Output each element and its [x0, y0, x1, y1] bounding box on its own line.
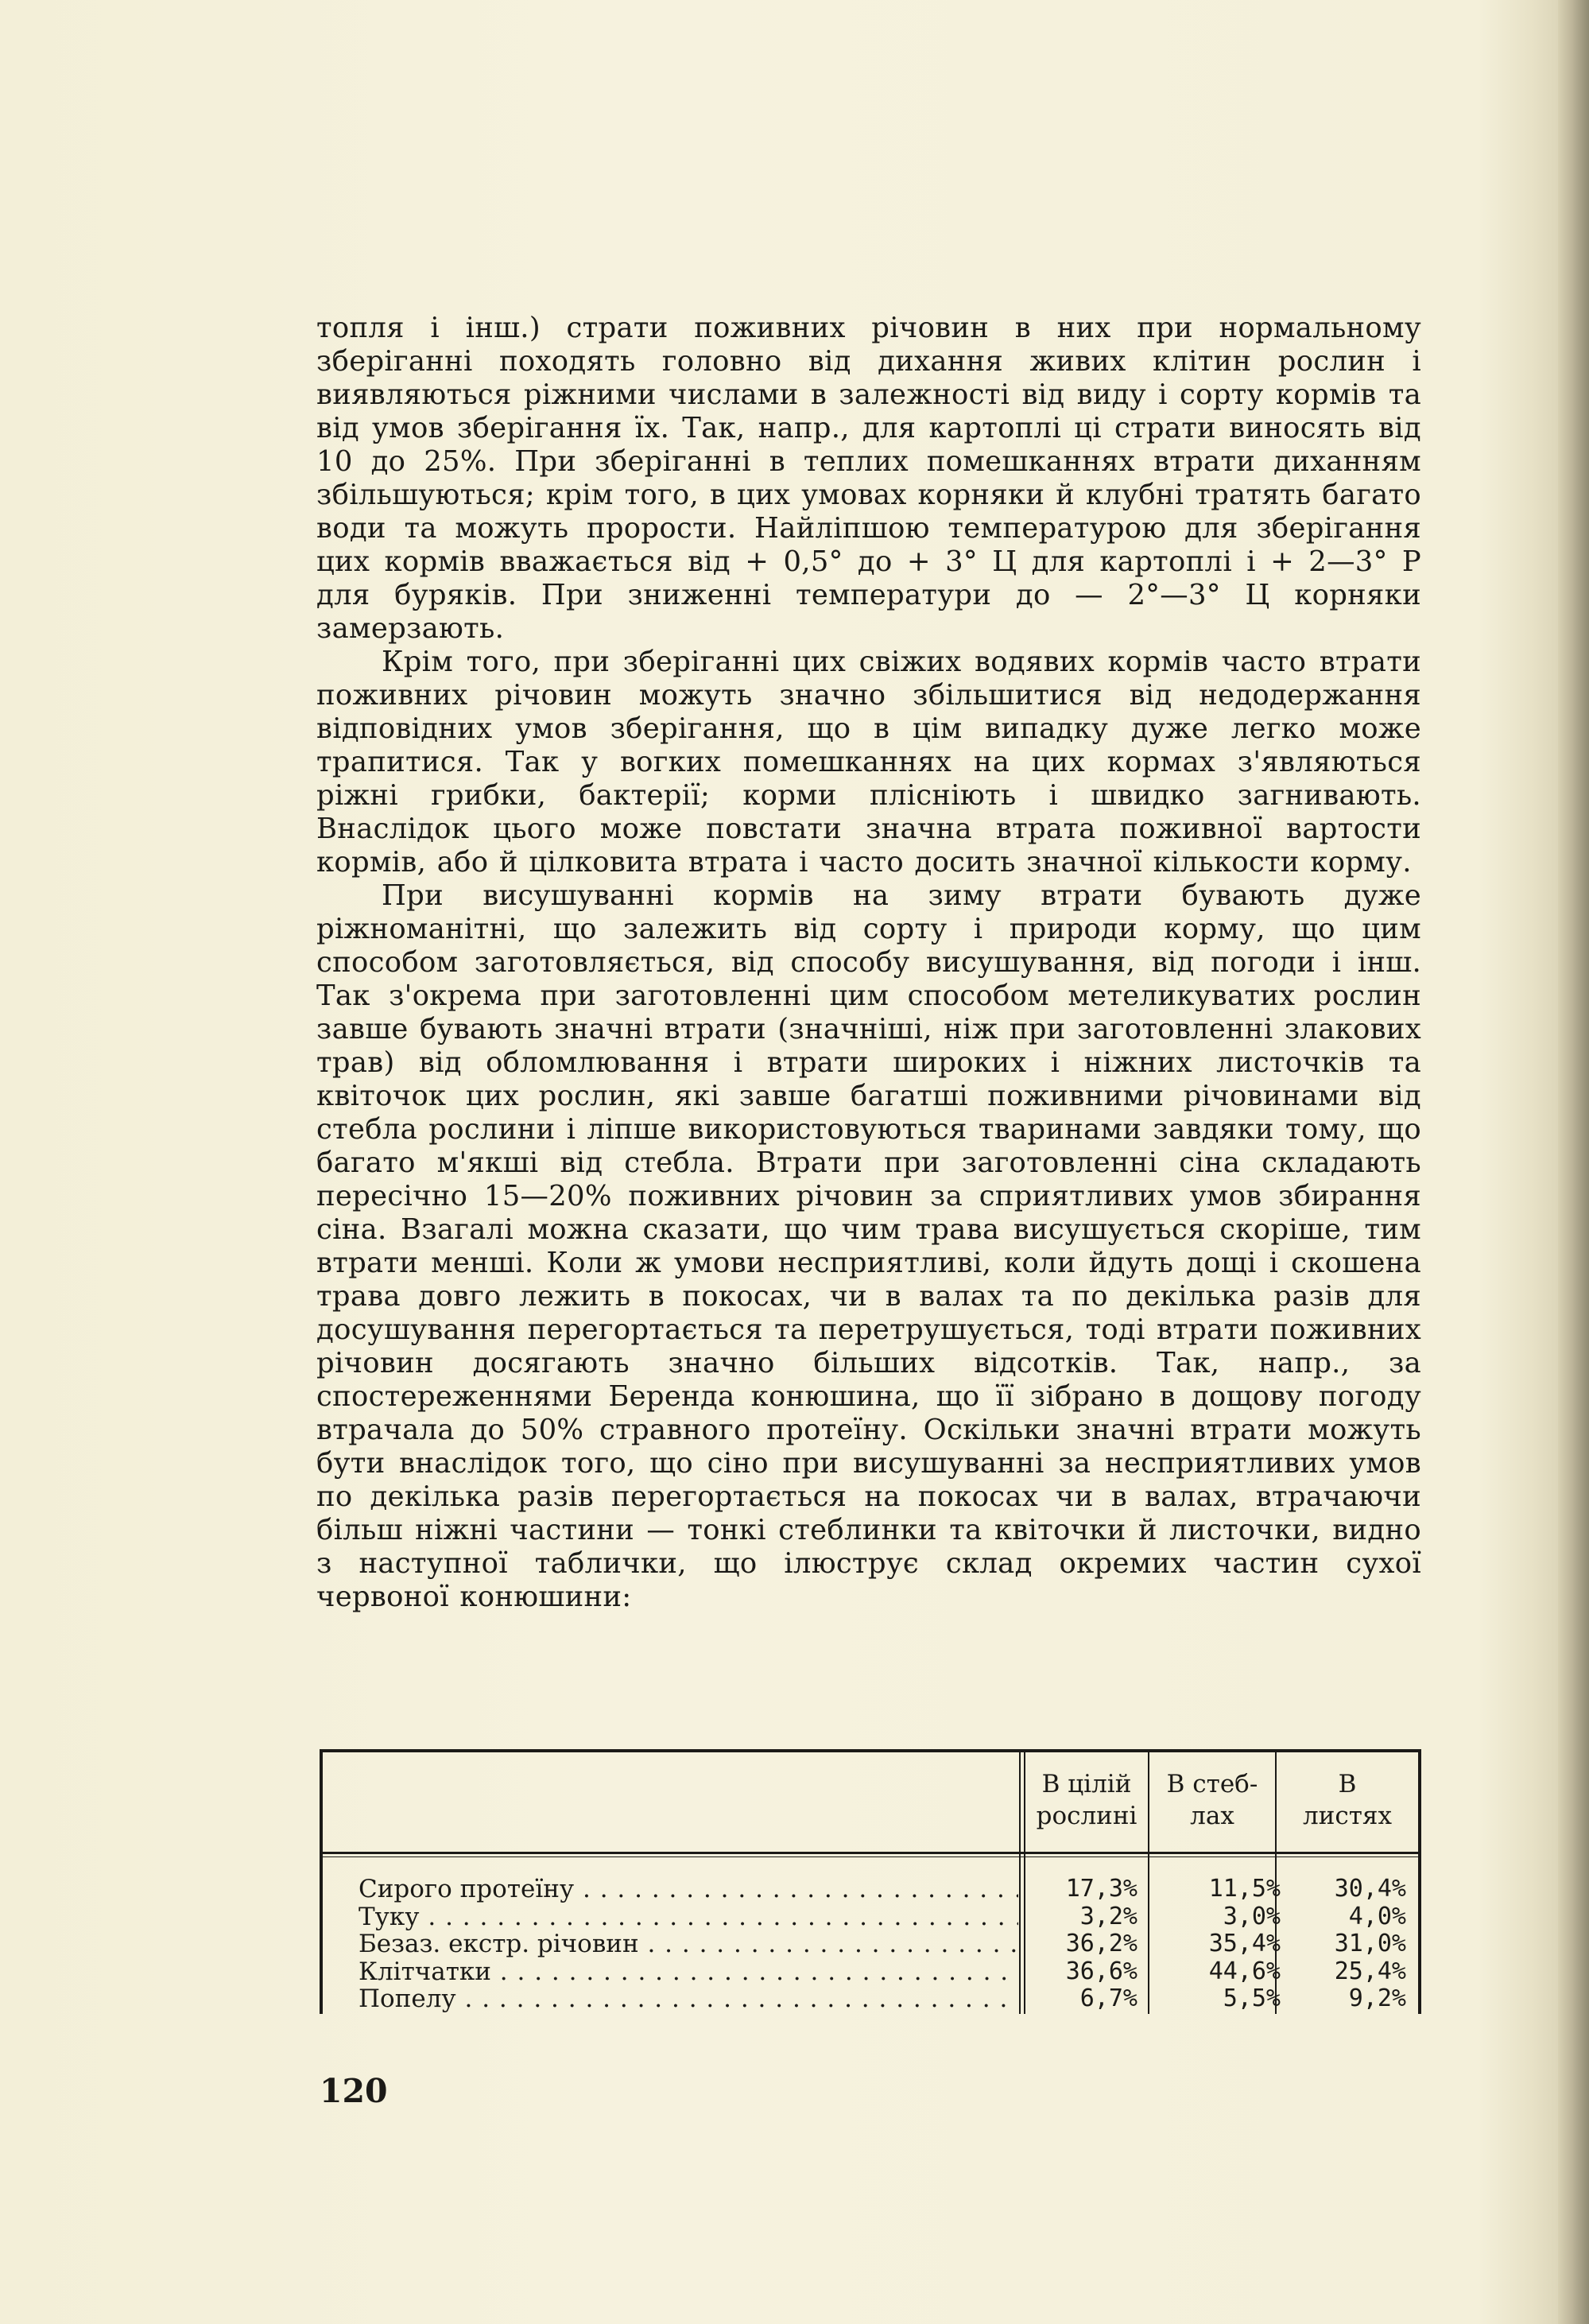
cell-stems: 11,5% — [1208, 1875, 1281, 1903]
cell-stems: 5,5% — [1223, 1985, 1281, 2012]
header-leaves: В листях — [1303, 1770, 1392, 1830]
paragraph-1: топля і інш.) страти поживних річовин в них при нормальному зберіганні походять головно від дихання живих клітин рослин і виявляються ріжними числами в залежності від виду і сорту кормів та від умов зберігання їх. Так, напр., для картоплі ці страти виносять від 10 до 25%. При зберіганні в теплих помешканнях втрати диханням збільшуються; крім того, в цих умовах корняки й клубні тратять багато води та можуть прорости. Найліпшою температурою для зберігання цих кормів вважається від + 0,5° до + 3° Ц для картоплі і + 2—3° Р для буряків. При зниженні температури до — 2°—3° Ц корняки замерзають. — [316, 312, 1421, 645]
cell-whole-plant: 17,3% — [1065, 1875, 1137, 1903]
row-label: Клітчатки . . . — [358, 1958, 1018, 1986]
row-label: Туку . . . — [358, 1903, 1018, 1931]
row-label: Сирого протеїну . . . — [358, 1876, 1018, 1903]
cell-leaves: 31,0% — [1334, 1930, 1406, 1957]
table-body — [358, 1876, 1408, 2013]
cell-leaves: 25,4% — [1334, 1957, 1406, 1985]
table-header-rule — [323, 1852, 1418, 1854]
table-row — [358, 1876, 1408, 1903]
header-stems: В стеб- лах — [1166, 1770, 1258, 1830]
cell-stems: 3,0% — [1223, 1902, 1281, 1930]
book-spine-edge — [1558, 0, 1589, 2324]
table-row — [358, 1930, 1408, 1958]
cell-whole-plant: 6,7% — [1079, 1985, 1137, 2012]
cell-whole-plant: 3,2% — [1079, 1902, 1137, 1930]
row-label: Безаз. екстр. річовин . . . — [358, 1930, 1018, 1958]
header-whole-plant: В цілій рослині — [1036, 1770, 1137, 1830]
cell-leaves: 4,0% — [1348, 1902, 1406, 1930]
cell-whole-plant: 36,6% — [1065, 1957, 1137, 1985]
cell-stems: 44,6% — [1208, 1957, 1281, 1985]
table-row — [358, 1958, 1408, 1986]
body-text — [316, 312, 1421, 1614]
paragraph-2: Крім того, при зберіганні цих свіжих водявих кормів часто втрати поживних річовин можуть значно збільшитися від недодержання відповідних умов зберігання, що в цім випадку дуже легко може трапитися. Так у вогких помешканнях на цих кормах з'являються ріжні грибки, бактерії; корми плісніють і швидко загнивають. Внаслідок цього може повстати значна втрата поживної вартости кормів, або й цілковита втрата і часто досить значної кількости корму. — [316, 646, 1421, 879]
composition-table — [320, 1749, 1421, 2014]
table-row — [358, 1985, 1408, 2013]
row-label: Попелу . . . — [358, 1985, 1018, 2013]
table-header-rule-thin — [323, 1856, 1418, 1857]
cell-stems: 35,4% — [1208, 1930, 1281, 1957]
page-number: 120 — [320, 2072, 388, 2110]
cell-whole-plant: 36,2% — [1065, 1930, 1137, 1957]
cell-leaves: 9,2% — [1348, 1985, 1406, 2012]
table-row — [358, 1903, 1408, 1931]
paragraph-3: При висушуванні кормів на зиму втрати бувають дуже ріжноманітні, що залежить від сорту і природи корму, що цим способом заготовляється, від способу висушування, від погоди і інш. Так з'окрема при заготовленні цим способом метеликуватих рослин завше бувають значні втрати (значніші, ніж при заготовленні злакових трав) від обломлювання і втрати широких і ніжних листочків та квіточок цих рослин, які завше багатші поживними річовинами від стебла рослини і ліпше використовуються тваринами завдяки тому, що багато м'якші від стебла. Втрати при заготовленні сіна складають пересічно 15—20% поживних річовин за сприятливих умов збирання сіна. Взагалі можна сказати, що чим трава висушується скоріше, тим втрати менші. Коли ж умови несприятливі, коли йдуть дощі і скошена трава довго лежить в покосах, чи в валах та по декілька разів для досушування перегортається та перетрушується, тоді втрати поживних річовин досягають значно більших відсотків. Так, напр., за спостереженнями Беренда конюшина, що її зібрано в дощову погоду втрачала до 50% стравного протеїну. Оскільки значні втрати можуть бути внаслідок того, що сіно при висушуванні за несприятливих умов по декілька разів перегортається на покосах чи в валах, втрачаючи більш ніжні частини — тонкі стеблинки та квіточки й листочки, видно з наступної таблички, що ілюструє склад окремих частин сухої червоної конюшини: — [316, 879, 1421, 1613]
cell-leaves: 30,4% — [1334, 1875, 1406, 1903]
